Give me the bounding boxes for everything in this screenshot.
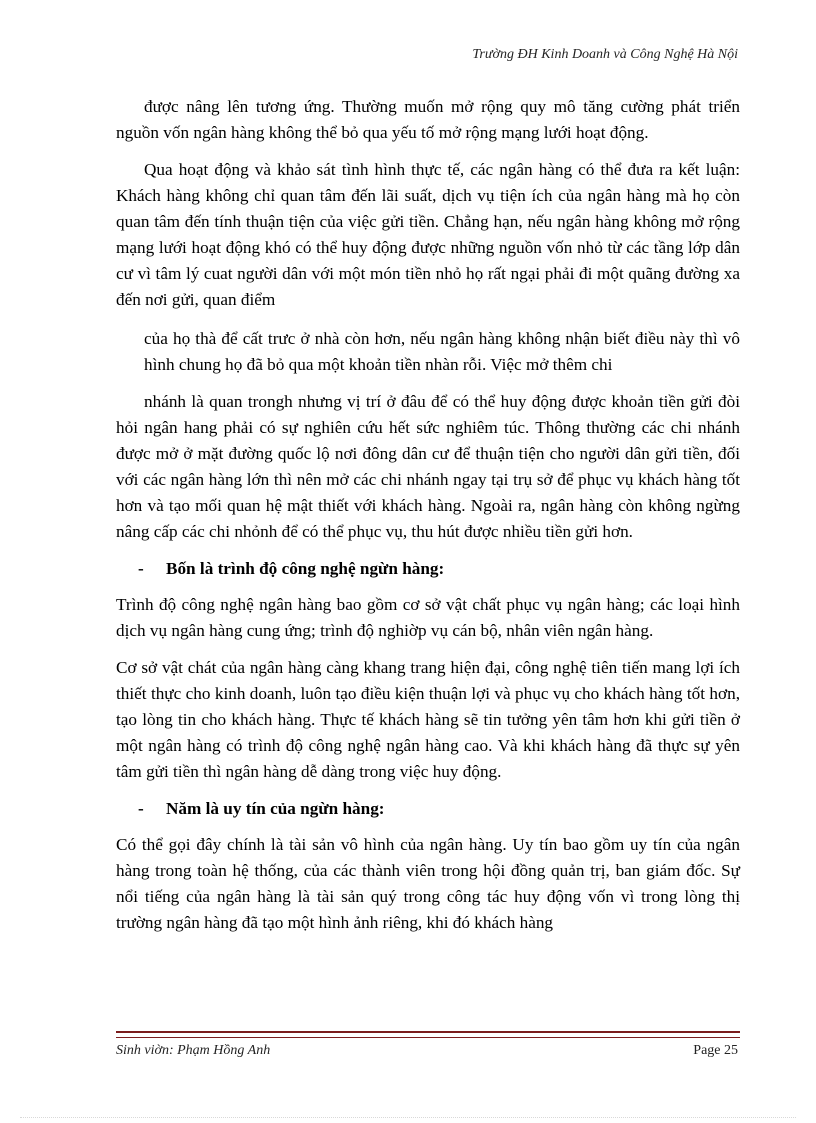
footer-divider bbox=[116, 1031, 740, 1038]
paragraph-facilities: Cơ sở vật chát của ngân hàng càng khang trang hiện đại, công nghệ tiên tiến mang lợi ích thiết thực cho kinh doanh, luôn tạo điều kiện thuận lợi và phục vụ cho khách hàng tốt hơn, tạo lòng tin cho khách hàng. Thực tế khách hàng sẽ tin tưởng yên tâm hơn khi gửi tiền ở một ngân hàng có trình độ công nghệ ngân hàng cao. Và khi khách hàng đã thực sự yên tâm gửi tiền thì ngân hàng dễ dàng trong việc huy động. bbox=[116, 658, 740, 781]
page-boundary bbox=[20, 1117, 796, 1118]
heading-reputation-text: Năm là uy tín của ngừn hàng: bbox=[166, 799, 385, 818]
heading-bullet: - bbox=[138, 799, 144, 818]
paragraph-technology-definition: Trình độ công nghệ ngân hàng bao gồm cơ sở vật chất phục vụ ngân hàng; các loại hình dịch vụ ngân hàng cung ứng; trình độ nghiờp vụ cán bộ, nhân viên ngân hàng. bbox=[116, 595, 740, 640]
heading-technology bbox=[116, 556, 740, 582]
heading-bullet: - bbox=[138, 559, 144, 578]
footer-page-number: Page 25 bbox=[693, 1043, 738, 1058]
heading-reputation bbox=[116, 796, 740, 822]
heading-technology-text: Bốn là trình độ công nghệ ngừn hàng: bbox=[166, 559, 445, 578]
paragraph-customer-view: của họ thà để cất trưc ở nhà còn hơn, nếu ngân hàng không nhận biết điều này thì vô hình chung họ đã bỏ qua một khoản tiền nhàn rỗi. Việc mở thêm chi bbox=[144, 329, 740, 374]
paragraph-branch-location: nhánh là quan trongh nhưng vị trí ở đâu để có thể huy động được khoản tiền gửi đòi hỏi ngân hang phải có sự nghiên cứu hết sức nghiêm túc. Thông thường các chi nhánh được mở ở mặt đường quốc lộ nơi đông dân cư để thuận tiện cho người dân gửi tiền, đối với các ngân hàng lớn thì nên mở các chi nhánh ngay tại trụ sở để phục vụ khách hàng tốt hơn và tạo mối quan hệ mật thiết với khách hàng. Ngoài ra, ngân hàng còn không ngừng nâng cấp các chi nhỏnh để có thể phục vụ, thu hút được nhiều tiền gửi hơn. bbox=[116, 392, 740, 541]
paragraph-reputation: Có thể gọi đây chính là tài sản vô hình của ngân hàng. Uy tín bao gồm uy tín của ngân hàng trong toàn hệ thống, của các thành viên trong hội đồng quản trị, ban giám đốc. Sự nổi tiếng của ngân hàng là tài sản quý trong công tác huy động vốn vì trong lòng thị trường ngân hàng đã tạo một hình ảnh riêng, khi đó khách hàng bbox=[116, 835, 740, 932]
paragraph-survey: Qua hoạt động và khảo sát tình hình thực tế, các ngân hàng có thể đưa ra kết luận: Khách hàng không chỉ quan tâm đến lãi suất, dịch vụ tiện ích của ngân hàng mà họ còn quan tâm đến tính thuận tiện của việc gửi tiền. Chẳng hạn, nếu ngân hàng không mở rộng mạng lưới hoạt động khó có thể huy động được những nguồn vốn nhỏ từ các tầng lớp dân cư vì tâm lý cuat người dân với một món tiền nhỏ họ rất ngại phải đi một quãng đường xa đến nơi gửi, quan điểm bbox=[116, 160, 740, 309]
page-header-school: Trường ĐH Kinh Doanh và Công Nghệ Hà Nội bbox=[472, 47, 738, 62]
document-body bbox=[116, 94, 740, 947]
paragraph-network-intro: được nâng lên tương ứng. Thường muốn mở rộng quy mô tăng cường phát triển nguồn vốn ngân hàng không thể bỏ qua yếu tố mở rộng mạng lưới hoạt động. bbox=[116, 97, 740, 142]
footer-student-name: Sinh viờn: Phạm Hồng Anh bbox=[116, 1043, 271, 1058]
